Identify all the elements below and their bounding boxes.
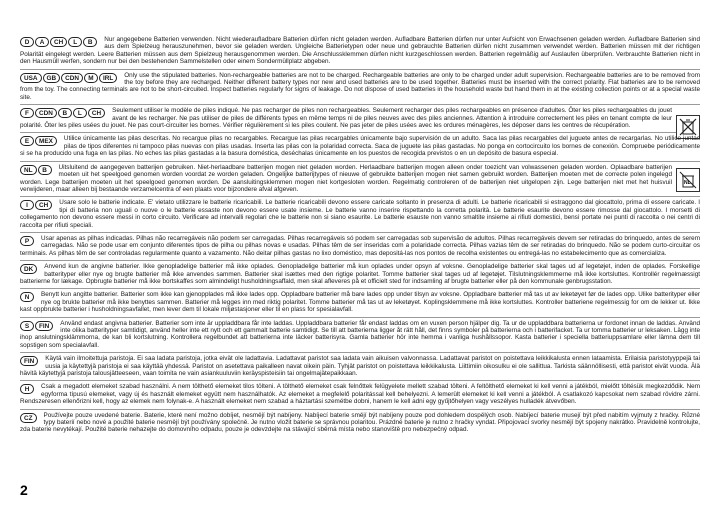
country-tag: CDN xyxy=(35,108,57,118)
warning-block-fr xyxy=(20,107,700,133)
country-tag: CH xyxy=(50,37,67,47)
warning-text: Nur angegebene Batterien verwenden. Nicht wiederaufladbare Batterien dürfen nicht geladen werden. Aufladbare Batterien dürfen nur unter Aufsicht von Erwachsenen geladen werden. Aufladbare Batterien sind aus dem Spielzeug herauszunehmen, bevor sie geladen werden. Ungleiche Batterietypen oder neue und gebrauchte Batterien dürfen nicht zusammen verwendet werden. Batterien müssen mit der richtigen Polarität eingelegt werden. Leere Batterien müssen aus dem Spielzeug herausgenommen werden. Die Anschlussklemmen dürfen nicht kurzgeschlossen werden. Batterien regelmäßig auf Auslaufen überprüfen. Verbrauchte Batterien nicht in den Hausmüll werfen, sondern nur bei den bestehenden Sammelstellen oder einem Sondermüllplatz abgeben. xyxy=(20,36,700,66)
warning-text: Usar apenas as pilhas indicadas. Pilhas não recarregáveis não podem ser carregadas. Pilhas recarregáveis só podem ser carregadas sob supervisão de adultos. Pilhas recarregáveis devem ser retiradas do brinquedo, antes de serem carregadas. Não se pode usar em conjunto diferentes tipos de pilha ou pilhas novas e usadas. Pilhas têm de ser inseridas com a polaridade correcta. Pilhas vazias têm de ser retiradas do brinquedo. Não se podem curto-circuitar os terminais. As pilhas têm de ser controladas regularmente quanto a vazamento. Não deitar pilhas gastas no lixo doméstico, mas depositá-las nos pontos de recolha existentes ou entregá-las no estabelecimento que as comercializa. xyxy=(20,234,700,257)
country-tag: USA xyxy=(20,73,42,83)
country-tag: CH xyxy=(88,108,105,118)
country-tag: A xyxy=(35,37,49,47)
nl-bin-icon xyxy=(676,168,700,192)
page-number: 2 xyxy=(20,482,28,498)
country-tags xyxy=(20,136,58,147)
country-tags xyxy=(20,413,38,424)
country-tags xyxy=(20,384,35,395)
country-tags xyxy=(20,73,118,84)
warning-text: Anvend kun de angivne batterier. Ikke genopladelige batterier må ikke oplades. Genopladelige batterier må kun oplades under opsyn af voksne. Genopladelige batterier skal tages ud af legetøjet, inden de oplades. Forskellige batterityper eller nye og brugte batterier må ikke anvendes sammen. Batterier skal isættes med den rigtige polaritet. Tomme batterier skal tages ud af legetøjet. Tilslutningsklemmerne må ikke kortsluttes. Kontrollér regelmæssigt batterierne for lækage. Opbrugte batterier må ikke bortskaffes som almindeligt husholdningsaffald, men skal afleveres på et officielt sted for indsamling af brugte batterier eller på den kommunale genbrugsstation. xyxy=(20,263,700,285)
country-tag: E xyxy=(20,136,34,146)
warning-block-cz xyxy=(20,412,700,436)
warning-block-dk xyxy=(20,263,700,289)
warning-text: Utilice únicamente las pilas descritas. No recargue pilas no recargables. Recargue las pilas recargables únicamente bajo supervisión de un adulto. Saca las pilas recargables del juguete antes de recargarlas. No utilice juntas pilas de tipos diferentes ni tampoco pilas nuevas con pilas usadas. Inserta las pilas con la polaridad correcta. Saca de juguete las pilas gastadas. No ponga en cortocircuito los bornes de conexión. Compruebe periódicamente si se ha producido una fuga en las pilas. No eches las pilas gastadas a la basura doméstica, deséchalas únicamente en los puestos de recogida previstos o en un depósito de basura especial. xyxy=(20,135,700,158)
warning-text: Seulement utiliser le modèle de piles indiqué. Ne pas recharger de piles non rechargeables. Seulement recharger des piles rechargeables en présence d'adultes. Ôter les piles rechargeables du jouet avant de les recharger. Ne pas utiliser de piles de différents types en même temps ni de piles neuves avec des piles anciennes. Attention à introduire correctement les piles en tenant compte de leur polarité. Ôter les piles usées du jouet. Ne pas court-circuiter les bornes. Vérifier régulièrement si les piles coulent. Ne pas jeter de piles usées avec les ordures ménagères, les déposer dans les centres de récupération. xyxy=(20,107,672,130)
country-tag: N xyxy=(20,292,34,302)
country-tag: GB xyxy=(43,73,61,83)
warning-block-en xyxy=(20,72,700,106)
country-tag: NL xyxy=(20,165,37,175)
country-tag: B xyxy=(38,165,52,175)
warning-text: Benytt kun angitte batterier. Batterier som ikke kan gjenopplades må ikke lades opp. Oppladbare batterier må bare lades opp under tilsyn av voksne. Oppladbare batterier må tas ut av leketøyet før de lades opp. Ulike batterityper eller nye og brukte batterier må ikke benyttes sammen. Batterier må legges inn med riktig polaritet. Tomme batterier må tas ut av leketøyet. Koplingsklemmene må ikke kortsluttes. Kontroller batteriene regelmessig for om de lekker ut. Ikke kast oppbrukte batterier i husholdningsavfallet, men lever dem til lokale miljøstasjoner eller til en plass for spesialavfall. xyxy=(20,291,700,314)
country-tags xyxy=(20,321,54,332)
warning-text: Käytä vain ilmoitettuja paristoja. Ei saa ladata paristoja, jotka eivät ole ladattavia. Ladattavat paristot saa ladata vain aikuisen valvonnassa. Ladattavat paristot on poistettava leikkikalusta ennen lataamista. Erilaisia paristotyyppejä tai uusia ja käytettyjä paristoja ei saa käyttää yhdessä. Paristot on asetettava paikalleen navat oikein päin. Tyhjät paristot on poistettava leikkikalusta. Liittimiin oikosulku ei ole sallittua. Tarkista säännöllisesti, että paristot eivät vuoda. Älä hävitä käytettyjä paristoja talousjätteeseen, vaan toimita ne vain asiankuuluviin keräyspisteisiin tai ongelmajätepaikkaan. xyxy=(20,355,700,378)
country-tag: CDN xyxy=(61,73,83,83)
country-tags xyxy=(20,264,38,275)
warning-text: Only use the stipulated batteries. Non-rechargeable batteries are not to be charged. Rechargeable batteries are only to be charged under adult supervision. Rechargeable batteries are to be removed from the toy before they are recharged. Neither different battery types nor new and used batteries are to be used together. Batteries must be inserted with the correct polarity. Flat batteries are to be removed from the toy. The connecting terminals are not to be short-circuited. Inspect batteries regularly for signs of leakage. Do not dispose of used batteries in the household waste but hand them in at the existing collection points or at a special waste site. xyxy=(20,71,700,101)
country-tag: IRL xyxy=(99,73,117,83)
country-tags xyxy=(20,236,35,247)
country-tags xyxy=(20,108,106,119)
country-tag: I xyxy=(20,200,34,210)
country-tag: F xyxy=(20,108,34,118)
warning-block-se xyxy=(20,320,700,354)
warning-block-no xyxy=(20,291,700,317)
country-tag: MEX xyxy=(35,136,57,146)
warning-text: Usare solo le batterie indicate. E' vietato utilizzare le batterie ricaricabili. Le batterie ricaricabili devono essere caricate soltanto in presenza di adulti. Le batterie ricaricabili si estraggono dal giocattolo, prima di essere caricate. I tipi di batteria non uguali o nuove o le batterie essaste non devono essere usate insieme. Le batterie vanno inserire rispettando la corretta polarità. Le batterie esaurite devono essere rimosse dal giocattolo. I morsetti di collegamento non devono essere messi in corto circuito. Verificare ad intervalli regolari che le batterie non si siano esaurite. Le batterie esauste non vanno smaltite insieme ai rifiuti domestici, bensì portate nei punti di raccolta o nei centri di raccolta per rifiuti speciali. xyxy=(20,199,700,229)
warning-text: Csak a megadott elemeket szabad használni. A nem tölthető elemeket tilos tölteni. A tölthető elemeket csak felnőttek felügyelete mellett szabad tölteni. A feltölthető elemeket ki kell venni a játékból, mielőtt töltésük megkezdődik. Nem egyforma típusú elemeket, vagy új és használt elemeket együtt nem használhatók. Az elemeket a megfelelő polaritással kell behelyezni. A lemerült elemeket ki kell venni a játékból. A csatlakozó kapcsokat nem szabad rövidre zárni. Rendszeresen ellenőrizni kell, hogy az elemek nem folynak-e. A használt elemeket nem szabad a háztartási szemétbe dobni, hanem le kell adni egy gyűjtőhelyen vagy veszélyes hulladék átvevőben. xyxy=(20,383,700,406)
country-tag: D xyxy=(20,37,34,47)
warning-block-nl xyxy=(20,164,700,198)
battery-warnings xyxy=(20,36,700,438)
country-tags xyxy=(20,200,53,211)
warning-block-pt xyxy=(20,235,700,261)
country-tags xyxy=(20,165,53,176)
country-tag: M xyxy=(84,73,98,83)
country-tag: B xyxy=(58,108,72,118)
country-tag: L xyxy=(73,108,87,118)
warning-text: Använd endast angivna batterier. Batterier som inte är uppladdbara får inte laddas. Uppladdbara batterier får endast laddas om en vuxen person hjälper dig. Ta ur de uppladdbara batterierna ur fordonet innan de laddas. Använd inte olika batterityper samtidigt, använd heller inte ett nytt och ett gammalt batterie samtidigt. Se till att batterierna ligger åt rätt håll, det finns symboler på batterierna och i batterifacket. Ta ur tomma batterier ur leksaken. Lägg inte ihop anslutningsklämmorna, de kan bli kortslutning. Kontrollera regelbundet att batterierna inte läcker batterisyra. Gamla batterier hör inte hemma i vanliga hushållssopor. Kasta batterier i speciella batteriuppsamlare eller lämna dem till sopstigen som specialavfall. xyxy=(20,319,700,349)
warning-block-hu xyxy=(20,383,700,409)
country-tag: FIN xyxy=(20,356,38,366)
warning-block-fi xyxy=(20,355,700,381)
warning-text: Uitsluitend de aangegeven batterijen gebruiken. Niet-herlaadbare batterijen mogen niet geladen worden. Herlaadbare batterijen mogen alleen onder toezicht van volwassenen geladen worden. Oplaadbare batterijen moeten uit het speelgoed genomen worden voordat ze worden geladen. Ongelijke batterijtypes of nieuwe of gebruikte batterijen mogen niet samen gebruikt worden. Batterijen moeten met de correcte polen ingelegd worden. Lege batterijen moeten uit het speelgoed genomen worden. De aansluitingsklemmen mogen niet kortgesloten worden. Regelmatig controleren of de batterijen niet uitgelopen zijn. Lege batterijen niet met het huisvuil verwijderen, maar alleen bij bestaande verzamelcentra of een plaats voor bijzondere afval afgeven. xyxy=(20,163,672,193)
country-tags xyxy=(20,292,35,303)
country-tag: CH xyxy=(35,200,52,210)
country-tag: L xyxy=(68,37,82,47)
country-tags xyxy=(20,356,39,367)
country-tag: B xyxy=(83,37,97,47)
country-tag: S xyxy=(20,321,34,331)
country-tag: DK xyxy=(20,264,37,274)
country-tag: FIN xyxy=(35,321,53,331)
country-tags xyxy=(20,37,98,48)
country-tag: H xyxy=(20,384,34,394)
warning-block-es xyxy=(20,135,700,161)
warning-block-it xyxy=(20,199,700,233)
warning-text: Používejte pouze uvedené baterie. Baterie, které není možno dobíjet, nesmějí být nabíjeny. Nabíjecí baterie smějí být nabíjeny pouze pod dohledem dospělých osob. Nabíjecí baterie musejí být před nabitím vyjmuty z hračky. Různé typy baterií nebo nové a použité baterie nesmějí být používány společně. Je nutno vložit baterie se správnou polaritou. Prázdné baterie je nutno z hračky vyndat. Připojovací svorky nesmějí být spojeny nakrátko. Pravidelně kontrolujte, zda baterie nevytékají. Použité baterie nehazejte do domovního odpadu, pouze je odevzdejte na stávající sběrná místa nebo stanoviště pro nebezpečný odpad. xyxy=(20,411,700,434)
warning-block-de xyxy=(20,36,700,70)
svg-text:NL: NL xyxy=(684,179,691,186)
country-tag: CZ xyxy=(20,413,37,423)
country-tag: P xyxy=(20,236,34,246)
